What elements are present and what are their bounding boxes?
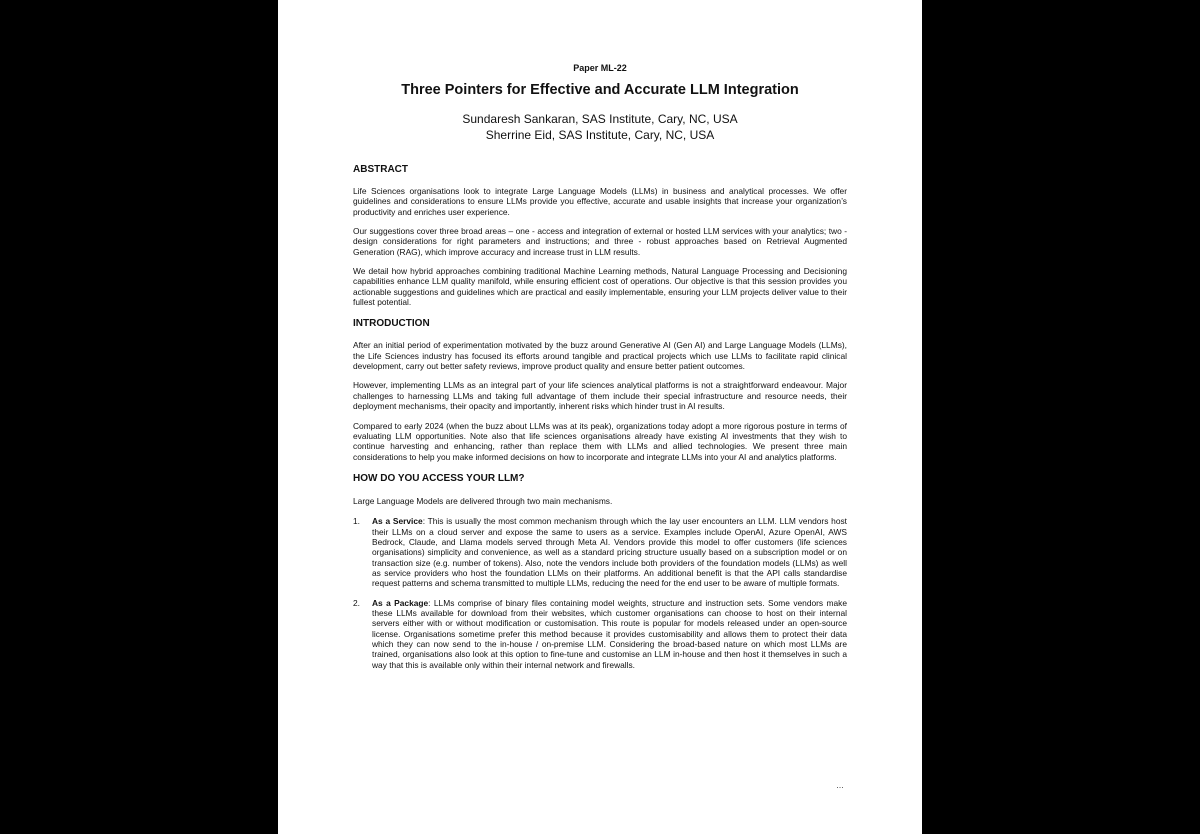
- author-line: Sundaresh Sankaran, SAS Institute, Cary, NC, USA: [462, 112, 738, 126]
- list-text: [372, 516, 847, 588]
- paper-title: Three Pointers for Effective and Accurate LLM Integration: [401, 82, 799, 98]
- list-item-body: : This is usually the most common mechanism through which the lay user encounters an LLM. LLM vendors host their LLMs on a cloud server and expose the same to users as a service. Examples include OpenAI, Azure OpenAI, AWS Bedrock, Claude, and Llama models served through Meta AI. Vendors provide this model to offer customers (life sciences organisations) simplicity and convenience, as well as a standard pricing structure usually based on a subscription model or on transaction size (e.g. number of tokens). Also, note the vendors include both providers of the foundation models (LLMs) as well as service providers who host the foundation LLMs on their platforms. An additional benefit is that the API calls standardise request patterns and schema transmitted to multiple LLMs, reducing the need for the end user to be aware of multiple formats.: [372, 516, 848, 589]
- continuation-mark: …: [836, 781, 844, 790]
- list-number: 2.: [353, 597, 360, 608]
- introduction-paragraph: After an initial period of experimentation motivated by the buzz around Generative AI (Gen AI) and Large Language Models (LLMs), the Life Sciences industry has focused its efforts around tangible and practical projects which use LLMs to facilitate rapid clinical development, carry out better safety reviews, improve product quality and ensure better patient outcomes.: [353, 340, 847, 372]
- list-item: [353, 516, 847, 588]
- abstract-paragraph: Our suggestions cover three broad areas – one - access and integration of external or hosted LLM services with your analytics; two - design considerations for right parameters and instructions; and three - robust approaches based on Retrieval Augmented Generation (RAG), which improve accuracy and increase trust in LLM results.: [353, 226, 847, 257]
- paper-id: Paper ML-22: [573, 63, 627, 73]
- list-item-title: As a Service: [372, 516, 423, 527]
- mechanism-list: [353, 516, 847, 670]
- abstract-paragraph: We detail how hybrid approaches combining traditional Machine Learning methods, Natural Language Processing and Decisioning capabilities enhance LLM quality manifold, while ensuring efficient cost of operations. Our objective is that this session provides you actionable suggestions and guidelines which are practical and easily implementable, ensuring your LLM projects deliver value to their fullest potential.: [353, 266, 847, 308]
- list-item: [353, 598, 847, 670]
- access-heading: HOW DO YOU ACCESS YOUR LLM?: [353, 472, 525, 484]
- access-intro: Large Language Models are delivered through two main mechanisms.: [353, 495, 613, 506]
- list-number: 1.: [353, 516, 360, 527]
- introduction-paragraph: Compared to early 2024 (when the buzz about LLMs was at its peak), organizations today adopt a more rigorous posture in terms of evaluating LLM opportunities. Note also that life sciences organisations already have existing AI investments that they wish to continue harvesting and enhancing, rather than replace them with LLMs and allied technologies. We present three main considerations to help you make informed decisions on how to incorporate and integrate LLMs into your AI and analytics platforms.: [353, 420, 847, 462]
- author-list: [353, 111, 847, 143]
- list-item-body: : LLMs comprise of binary files containing model weights, structure and instruction sets. Some vendors make these LLMs available for download from their websites, which customer organisations can choose to host on their internal servers either with or without modification or customisation. This route is popular for models released under an open-source license. Organisations sometime prefer this method because it provides customisability and allows them to protect their data which they can now send to the in-house / on-premise LLM. Considering the broad-based nature on which most LLMs are trained, organisations also look at this option to fine-tune and customise an LLM in-house and then host it themselves in such a way that this is available only within their internal network and firewalls.: [372, 597, 847, 670]
- introduction-heading: INTRODUCTION: [353, 318, 430, 330]
- abstract-paragraph: Life Sciences organisations look to integrate Large Language Models (LLMs) in business and analytical processes. We offer guidelines and considerations to ensure LLMs provide you effective, accurate and usable insights that increase your organization’s productivity and enriches user experience.: [353, 186, 847, 217]
- document-page: [278, 0, 922, 834]
- list-item-title: As a Package: [372, 597, 429, 608]
- page-content: [353, 62, 847, 679]
- introduction-paragraph: However, implementing LLMs as an integral part of your life sciences analytical platforms is not a straightforward endeavour. Major challenges to harnessing LLMs and taking full advantage of them include their special infrastructure and resource needs, their deployment mechanisms, their opacity and importantly, inherent risks which hinder trust in AI results.: [353, 380, 847, 412]
- abstract-heading: ABSTRACT: [353, 164, 408, 175]
- author-line: Sherrine Eid, SAS Institute, Cary, NC, USA: [485, 128, 715, 142]
- list-text: [372, 598, 847, 670]
